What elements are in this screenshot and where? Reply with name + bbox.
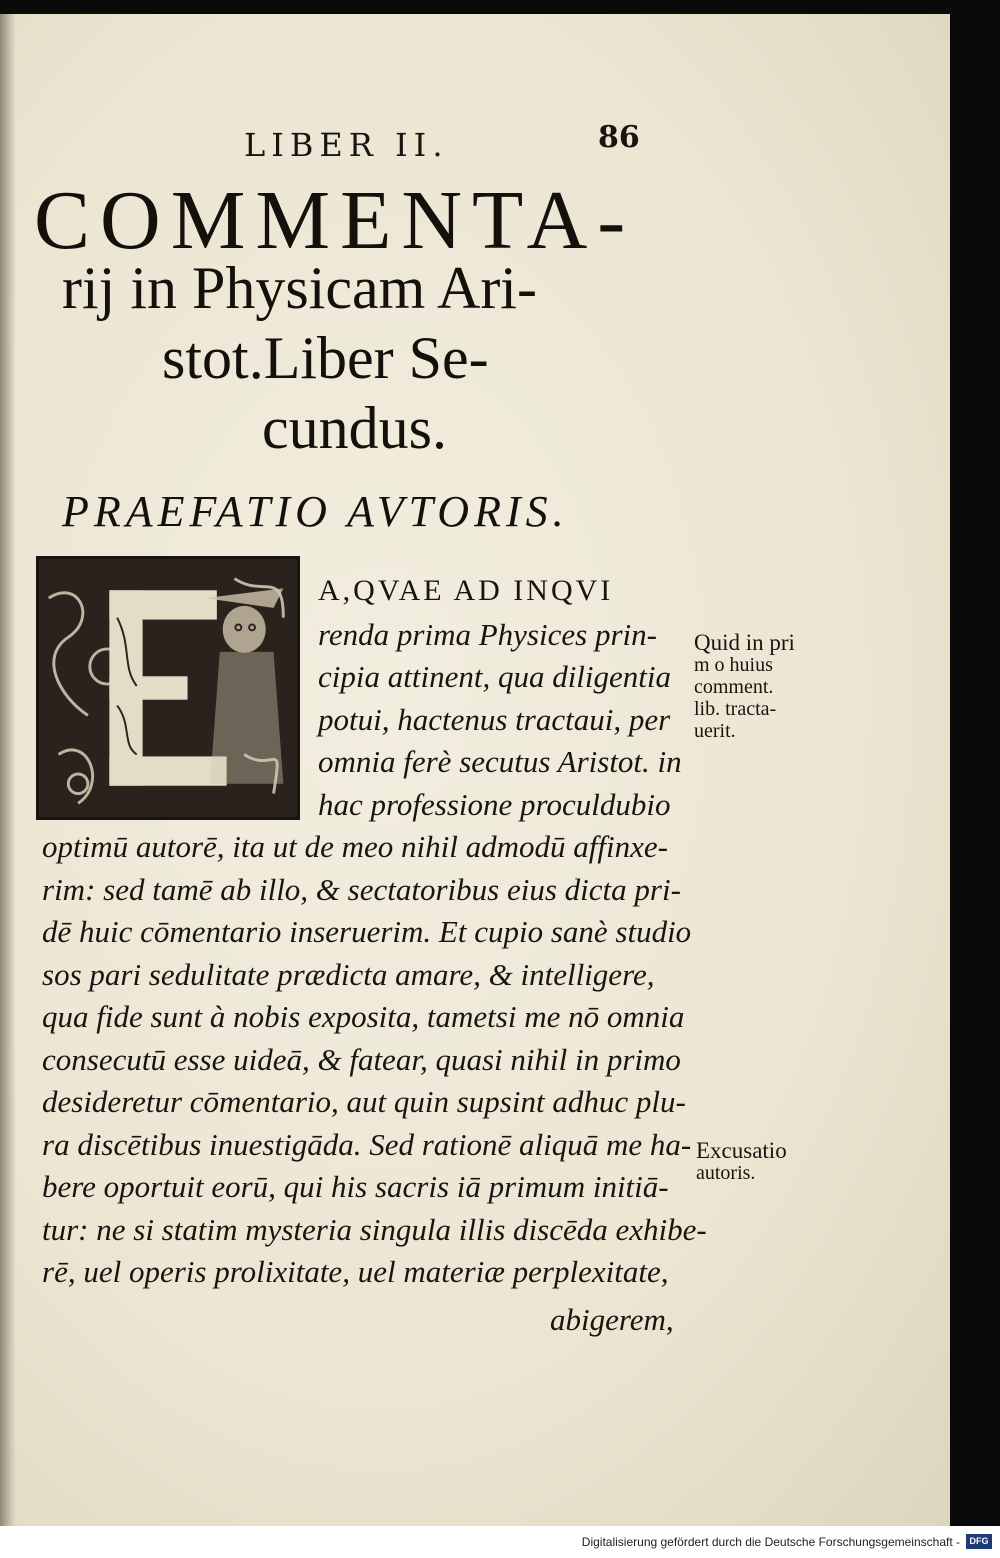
title-line-1: COMMENTA-: [34, 174, 636, 267]
body-line: hac professione proculdubio: [318, 787, 671, 822]
marginal-note: [694, 632, 795, 742]
dfg-logo-icon: DFG: [966, 1534, 992, 1549]
catchword: abigerem,: [550, 1302, 674, 1337]
marginal-line: lib. tracta-: [694, 698, 777, 720]
title-rest: [62, 253, 702, 463]
body-line: qua fide sunt à nobis exposita, tametsi me nō omnia: [42, 999, 685, 1034]
woodcut-initial-icon: [39, 559, 297, 817]
body-line: rim: sed tamē ab illo, & sectatoribus eius dicta pri-: [42, 872, 681, 907]
body-line: consecutū esse uideā, & fatear, quasi nihil in primo: [42, 1042, 681, 1077]
body-line: omnia ferè secutus Aristot. in: [318, 744, 682, 779]
body-line: sos pari sedulitate prædicta amare, & intelligere,: [42, 957, 655, 992]
body-line: potui, hactenus tractaui, per: [318, 702, 671, 737]
marginal-line: comment.: [694, 676, 774, 698]
title-line-2: rij in Physicam Ari-: [62, 255, 537, 321]
body-line: tur: ne si statim mysteria singula illis discēda exhibe-: [42, 1212, 707, 1247]
marginal-line: uerit.: [694, 720, 736, 742]
marginal-line: m o huius: [694, 654, 773, 676]
running-head: LIBER II.: [244, 126, 449, 164]
marginal-line: Excusatio: [696, 1138, 787, 1163]
body-line: rē, uel operis prolixitate, uel materiæ perplexitate,: [42, 1254, 669, 1289]
body-line: desideretur cōmentario, aut quin supsint adhuc plu-: [42, 1084, 686, 1119]
decorated-initial: [36, 556, 300, 820]
footer-bar: [0, 1526, 1000, 1558]
title-line-4: cundus.: [262, 395, 447, 461]
preface-heading: PRAEFATIO AVTORIS.: [62, 487, 569, 536]
marginal-line: Quid in pri: [694, 630, 795, 655]
body-line: bere oportuit eorū, qui his sacris iā primum initiā-: [42, 1169, 669, 1204]
body-line: optimū autorē, ita ut de meo nihil admodū affinxe-: [42, 829, 668, 864]
marginal-note: [696, 1140, 787, 1184]
page-number: 86: [598, 120, 640, 155]
page-edge: [0, 14, 16, 1526]
body-line: cipia attinent, qua diligentia: [318, 659, 672, 694]
body-line: renda prima Physices prin-: [318, 617, 657, 652]
body-line: A,QVAE AD INQVI: [318, 574, 614, 607]
marginal-line: autoris.: [696, 1162, 756, 1184]
footer-credit: Digitalisierung gefördert durch die Deutsche Forschungsgemeinschaft -: [581, 1535, 960, 1549]
body-line: dē huic cōmentario inseruerim. Et cupio sanè studio: [42, 914, 692, 949]
body-line: ra discētibus inuestigāda. Sed rationē aliquā me ha-: [42, 1127, 692, 1162]
title-line-3: stot.Liber Se-: [162, 325, 489, 391]
